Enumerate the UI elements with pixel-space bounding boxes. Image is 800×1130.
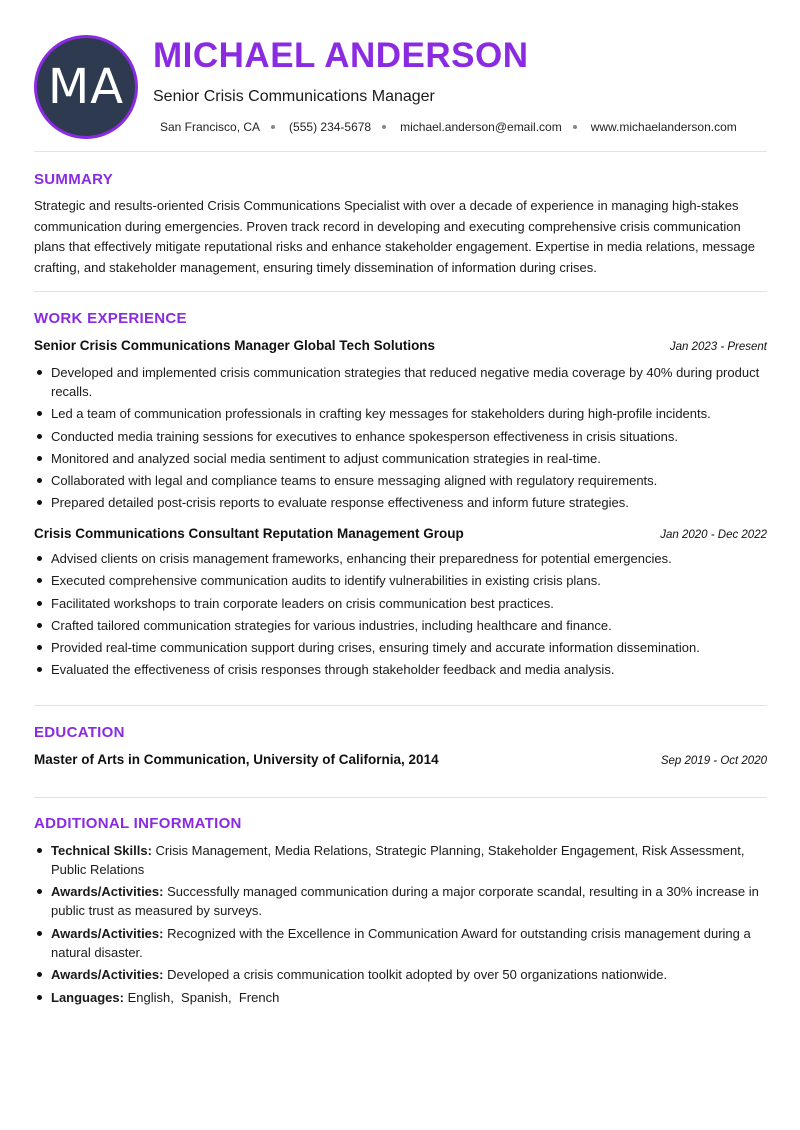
list-item: Prepared detailed post-crisis reports to evaluate response effectiveness and inform future strategies. — [34, 493, 769, 512]
list-item — [34, 841, 769, 879]
item-label: Awards/Activities: — [51, 925, 164, 941]
list-item: Collaborated with legal and compliance teams to ensure messaging aligned with regulatory requirements. — [34, 471, 769, 490]
job-date: Jan 2020 - Dec 2022 — [660, 529, 767, 541]
summary-text: Strategic and results-oriented Crisis Communications Specialist with over a decade of experience in managing high-stakes communication during emergencies. Proven track record in developing and executing comprehensive crisis communication plans that effectively mitigate reputational risks and enhance stakeholder engagement. Expertise in media relations, message crafting, and stakeholder management, ensuring timely dissemination of information during crises. — [34, 198, 755, 275]
list-item: Crafted tailored communication strategies for various industries, including healthcare and finance. — [34, 616, 769, 635]
job-bullets — [34, 549, 769, 683]
list-item — [34, 882, 769, 920]
item-label: Awards/Activities: — [51, 966, 164, 982]
list-item — [34, 924, 769, 962]
separator-dot — [271, 125, 275, 129]
additional-info-list — [34, 841, 769, 1010]
list-item: Monitored and analyzed social media sentiment to adjust communication strategies in real-time. — [34, 449, 769, 468]
list-item: Led a team of communication professionals in crafting key messages for stakeholders during high-profile incidents. — [34, 404, 769, 423]
list-item — [34, 988, 769, 1007]
job-header — [34, 338, 767, 353]
resume-header — [0, 0, 800, 150]
summary-heading: SUMMARY — [34, 171, 114, 188]
contact-email[interactable]: michael.anderson@email.com — [400, 120, 562, 134]
degree: Master of Arts in Communication, University of California, 2014 — [34, 752, 439, 767]
section-divider — [34, 291, 767, 292]
job-title: Crisis Communications Consultant Reputation Management Group — [34, 526, 464, 541]
list-item — [34, 965, 769, 984]
job-date: Jan 2023 - Present — [669, 341, 767, 353]
avatar — [34, 35, 138, 139]
candidate-title: Senior Crisis Communications Manager — [153, 88, 435, 105]
candidate-name: MICHAEL ANDERSON — [153, 36, 529, 75]
list-item: Provided real-time communication support during crises, ensuring timely and accurate information dissemination. — [34, 638, 769, 657]
job-title: Senior Crisis Communications Manager Global Tech Solutions — [34, 338, 436, 353]
education-entry — [34, 752, 767, 767]
item-label: Technical Skills: — [51, 843, 152, 858]
list-item: Evaluated the effectiveness of crisis responses through stakeholder feedback and media analysis. — [34, 660, 769, 679]
item-text: Successfully managed communication during a major corporate scandal, resulting in a 30% increase in public trust as measured by surveys. — [51, 884, 759, 919]
contact-website[interactable]: www.michaelanderson.com — [590, 120, 737, 134]
list-item: Facilitated workshops to train corporate leaders on crisis communication best practices. — [34, 594, 769, 613]
item-text: Recognized with the Excellence in Communication Award for outstanding crisis management during a natural disaster. — [51, 925, 751, 960]
list-item: Advised clients on crisis management frameworks, enhancing their preparedness for potential emergencies. — [34, 549, 769, 568]
item-label: Awards/Activities: — [51, 884, 164, 900]
list-item: Executed comprehensive communication audits to identify vulnerabilities in existing crisis plans. — [34, 571, 769, 590]
additional-info-heading: ADDITIONAL INFORMATION — [34, 815, 242, 832]
section-divider — [34, 705, 767, 706]
section-divider — [34, 151, 767, 152]
education-date: Sep 2019 - Oct 2020 — [660, 755, 767, 767]
item-text: English, Spanish, French — [123, 989, 280, 1005]
separator-dot — [382, 125, 386, 129]
contact-phone: (555) 234-5678 — [289, 120, 372, 134]
list-item: Developed and implemented crisis communication strategies that reduced negative media coverage by 40% during product recalls. — [34, 363, 769, 401]
separator-dot — [573, 125, 577, 129]
education-heading: EDUCATION — [34, 724, 125, 741]
avatar-initials: MA — [47, 59, 125, 115]
list-item: Conducted media training sessions for executives to enhance spokesperson effectiveness in crisis situations. — [34, 427, 769, 446]
job-bullets — [34, 363, 769, 516]
item-label: Languages: — [51, 989, 124, 1005]
section-divider — [34, 797, 767, 798]
contact-location: San Francisco, CA — [160, 120, 261, 134]
item-text: Crisis Management, Media Relations, Strategic Planning, Stakeholder Engagement, Risk Assessment, Public Relations — [51, 843, 745, 877]
contact-bar — [160, 120, 737, 134]
job-header — [34, 526, 767, 541]
item-text: Developed a crisis communication toolkit adopted by over 50 organizations nationwide. — [163, 966, 668, 982]
experience-heading: WORK EXPERIENCE — [34, 310, 187, 327]
